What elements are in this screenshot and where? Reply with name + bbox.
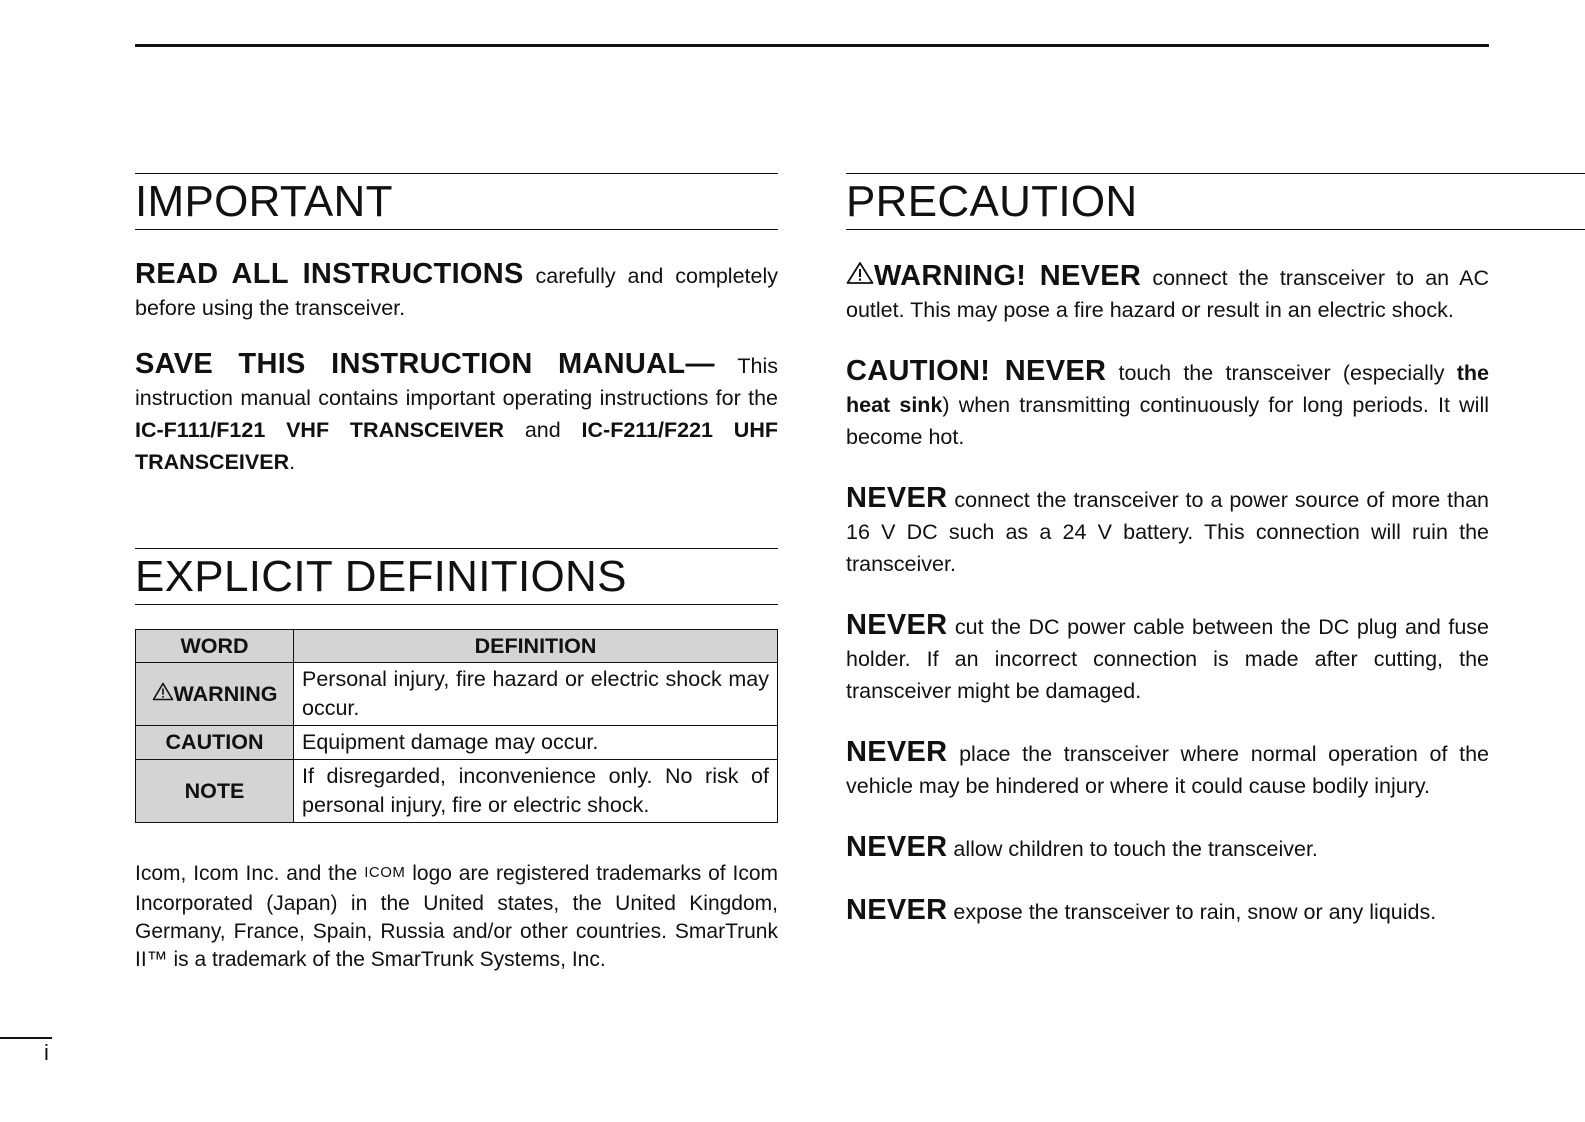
save-manual-end: . <box>289 450 296 474</box>
precaution-lead: NEVER <box>846 736 948 768</box>
word-note: NOTE <box>136 760 294 823</box>
warning-triangle-icon <box>152 680 174 709</box>
right-column <box>846 173 1489 928</box>
precaution-title: PRECAUTION <box>846 173 1585 230</box>
table-row <box>136 760 778 823</box>
precaution-lead: NEVER <box>846 894 948 926</box>
precaution-lead: NEVER <box>846 831 948 863</box>
precaution-item <box>846 355 1489 453</box>
trademark-text-1: Icom, Icom Inc. and the <box>135 862 365 885</box>
trademark-text-2: logo are registered trademarks of Icom Incorporated (Japan) in the United states, the United Kingdom, Germany, France, Spain, Russia and/or other countries. SmarTrunk II™ is a trademark of the SmarTrunk Systems, Inc. <box>135 862 778 971</box>
table-row <box>136 726 778 760</box>
read-instructions-paragraph <box>135 258 778 324</box>
precaution-item <box>846 260 1489 326</box>
table-row <box>136 663 778 726</box>
trademark-paragraph <box>135 860 778 974</box>
warning-triangle-icon <box>846 261 874 294</box>
precaution-text: touch the transceiver (especially <box>1106 361 1457 385</box>
precaution-item <box>846 894 1489 928</box>
precaution-lead: CAUTION! NEVER <box>846 355 1107 387</box>
header-word: WORD <box>136 630 294 663</box>
precaution-lead: NEVER <box>846 609 948 641</box>
definitions-title: EXPLICIT DEFINITIONS <box>135 548 778 605</box>
definition-warning: Personal injury, fire hazard or electric shock may occur. <box>294 663 778 726</box>
icom-logo: ICOM <box>364 864 406 881</box>
word-warning: WARNING <box>173 681 278 706</box>
save-manual-lead: SAVE THIS INSTRUCTION MANUAL <box>135 348 686 380</box>
precaution-item <box>846 736 1489 802</box>
word-caution: CAUTION <box>136 726 294 760</box>
read-instructions-lead: READ ALL INSTRUCTIONS <box>135 258 524 290</box>
precaution-text: ) when transmitting continuously for long periods. It will become hot. <box>846 393 1489 449</box>
precaution-text: connect the transceiver to an AC outlet. This may pose a fire hazard or result in an electric shock. <box>846 266 1489 322</box>
precaution-item <box>846 831 1489 865</box>
definition-note: If disregarded, inconvenience only. No risk of personal injury, fire or electric shock. <box>294 760 778 823</box>
page-number: i <box>44 1040 49 1065</box>
definition-caution: Equipment damage may occur. <box>294 726 778 760</box>
precaution-text: cut the DC power cable between the DC plug and fuse holder. If an incorrect connection is made after cutting, the transceiver might be damaged. <box>846 615 1489 703</box>
precaution-lead: WARNING! NEVER <box>874 260 1142 292</box>
save-manual-text-1: This instruction manual contains important operating instructions for the <box>135 354 779 410</box>
precaution-item <box>846 609 1489 707</box>
word-cell-warning <box>136 663 294 726</box>
definitions-table <box>135 629 778 823</box>
header-definition: DEFINITION <box>294 630 778 663</box>
save-manual-paragraph <box>135 348 778 478</box>
footer-rule <box>0 1037 52 1039</box>
precaution-text: place the transceiver where normal operation of the vehicle may be hindered or where it could cause bodily injury. <box>846 742 1489 798</box>
precaution-text: connect the transceiver to a power source of more than 16 V DC such as a 24 V battery. This connection will ruin the transceiver. <box>846 488 1489 576</box>
save-manual-and: and <box>504 418 582 442</box>
save-manual-dash: — <box>685 348 715 380</box>
precaution-item <box>846 482 1489 580</box>
model-vhf: IC-F111/F121 VHF TRANSCEIVER <box>135 418 505 442</box>
read-instructions-text: carefully and completely before using the transceiver. <box>135 264 778 320</box>
precaution-lead: NEVER <box>846 482 948 514</box>
important-title: IMPORTANT <box>135 173 778 230</box>
model-uhf: IC-F211/F221 UHF TRANSCEIVER <box>135 418 778 474</box>
top-rule <box>135 44 1489 47</box>
table-header-row <box>136 630 778 663</box>
left-column <box>135 173 778 995</box>
precaution-text: allow children to touch the transceiver. <box>947 837 1318 861</box>
precaution-text: expose the transceiver to rain, snow or any liquids. <box>947 900 1437 924</box>
heat-sink-emphasis: the heat sink <box>846 361 1489 417</box>
